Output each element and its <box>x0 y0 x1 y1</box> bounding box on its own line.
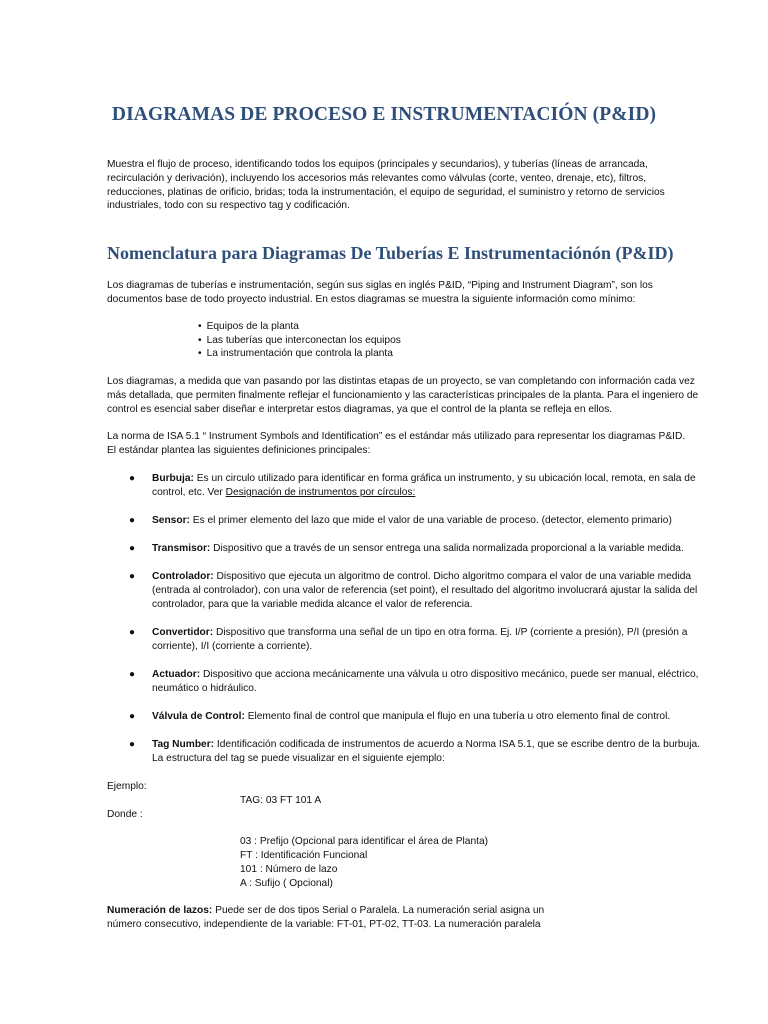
list-item: • La instrumentación que controla la planta <box>198 347 401 361</box>
definition-term: Tag Number: <box>152 739 215 750</box>
bullet-icon: ● <box>129 739 136 750</box>
definition-term: Actuador: <box>152 669 201 680</box>
definition-term: Válvula de Control: <box>152 711 245 722</box>
definition-term: Convertidor: <box>152 627 214 638</box>
paragraph-pid-definition <box>107 279 747 307</box>
intro-line: recirculación y derivación), incluyendo los accesorios más relevantes como válvulas (corte, venteo, drenaje, etc), filtros, <box>107 172 647 184</box>
tag-part: 101 : Número de lazo <box>240 864 338 875</box>
definition-term: Numeración de lazos: <box>107 905 213 916</box>
tag-part: 03 : Prefijo (Opcional para identificar el área de Planta) <box>240 836 489 847</box>
paragraph-line: Los diagramas de tuberías e instrumentación, según sus siglas en inglés P&ID, “Piping and Instrument Diagram”, son los <box>107 280 653 291</box>
definition-term: Controlador: <box>152 571 214 582</box>
paragraph-line: Los diagramas, a medida que van pasando por las distintas etapas de un proyecto, se van completando con información cada vez <box>107 376 695 387</box>
definition-text: corriente), I/I (corriente a corriente). <box>152 640 313 652</box>
definition-text: Elemento final de control que manipula el flujo en una tubería u otro elemento final de control. <box>247 711 671 722</box>
bullet-icon: ● <box>129 571 136 582</box>
bullet-icon: ● <box>129 543 136 554</box>
bullet-icon: ● <box>129 515 136 526</box>
example-tag: TAG: 03 FT 101 A <box>240 795 322 806</box>
bullet-icon: ● <box>129 711 136 722</box>
document-title: DIAGRAMAS DE PROCESO E INSTRUMENTACIÓN (P&ID) <box>111 104 657 125</box>
paragraph-line: La norma de ISA 5.1 “ Instrument Symbols and Identification” es el estándar más utilizado para representar los diagramas P&ID. <box>107 431 686 442</box>
definition-text: controlador, para que la variable medida alcance el valor de referencia. <box>152 598 473 610</box>
definition-text: Dispositivo que ejecuta un algoritmo de control. Dicho algoritmo compara el valor de una variable medida <box>216 571 692 582</box>
intro-line: reducciones, platinas de orificio, bridas; toda la instrumentación, el equipo de seguridad, el suministro y retorno de servicios <box>107 186 665 198</box>
definition-text: control, etc. Ver <box>152 486 226 498</box>
paragraph-line: más detallada, que permiten finalmente reflejar el funcionamiento y las características principales de la planta. Para el ingeniero de <box>107 389 699 401</box>
paragraph-line: documentos base de todo proyecto industrial. En estos diagramas se muestra la siguiente información como mínimo: <box>107 293 636 305</box>
designacion-link[interactable]: Designación de instrumentos por círculos: <box>225 486 416 498</box>
bullet-icon: ● <box>129 627 136 638</box>
bullet-icon: ● <box>129 669 136 680</box>
bullet-icon: ● <box>129 473 136 484</box>
definition-text: Identificación codificada de instrumentos de acuerdo a Norma ISA 5.1, que se escribe dentro de la burbuja. <box>216 739 700 750</box>
list-item: • Equipos de la planta <box>198 320 401 334</box>
list-item: • Las tuberías que interconectan los equipos <box>198 334 401 348</box>
definition-term: Transmisor: <box>152 543 211 554</box>
definition-term: Burbuja: <box>152 473 194 484</box>
definition-text: Dispositivo que acciona mecánicamente una válvula u otro dispositivo mecánico, puede ser manual, eléctrico, <box>202 669 699 680</box>
definition-term: Sensor: <box>152 515 190 526</box>
intro-line: industriales, todo con su respectivo tag y codificación. <box>107 200 350 212</box>
tag-part: FT : Identificación Funcional <box>240 850 368 861</box>
section-heading: Nomenclatura para Diagramas De Tuberías E Instrumentaciónón (P&ID) <box>107 243 674 263</box>
intro-paragraph <box>107 158 747 213</box>
definition-text: La estructura del tag se puede visualizar en el siguiente ejemplo: <box>152 752 445 764</box>
example-label: Ejemplo: <box>107 781 147 792</box>
paragraph-line: Puede ser de dos tipos Serial o Paralela. La numeración serial asigna un <box>212 905 545 916</box>
paragraph-line: número consecutivo, independiente de la variable: FT-01, PT-02, TT-03. La numeración paralela <box>107 918 541 930</box>
paragraph-numeracion <box>107 904 747 932</box>
definition-text: Es el primer elemento del lazo que mide el valor de una variable de proceso. (detector, elemento primario) <box>192 515 672 526</box>
definition-text: neumático o hidráulico. <box>152 682 257 694</box>
definition-text: Dispositivo que a través de un sensor entrega una salida normalizada proporcional a la variable medida. <box>213 543 684 554</box>
tag-part: A : Sufijo ( Opcional) <box>240 878 333 889</box>
paragraph-stages <box>107 375 747 416</box>
minimum-info-list <box>198 320 401 361</box>
intro-line: Muestra el flujo de proceso, identificando todos los equipos (principales y secundarios), y tuberías (líneas de arrancada, <box>107 159 648 170</box>
definition-text: Es un circulo utilizado para identificar en forma gráfica un instrumento, y su ubicación local, remota, en sala de <box>196 473 696 484</box>
paragraph-isa-standard <box>107 430 747 458</box>
donde-label: Donde : <box>107 809 143 820</box>
paragraph-line: El estándar plantea las siguientes definiciones principales: <box>107 444 371 456</box>
definition-text: Dispositivo que transforma una señal de un tipo en otra forma. Ej. I/P (corriente a presión), P/I (presión a <box>215 627 688 638</box>
paragraph-line: control es esencial saber diseñar e interpretar estos diagramas, ya que el control de la planta se refleja en ellos. <box>107 403 613 415</box>
definition-text: (entrada al controlador), con una valor de referencia (set point), el resultado del algoritmo involucrará ajustar la salida del <box>152 584 698 596</box>
